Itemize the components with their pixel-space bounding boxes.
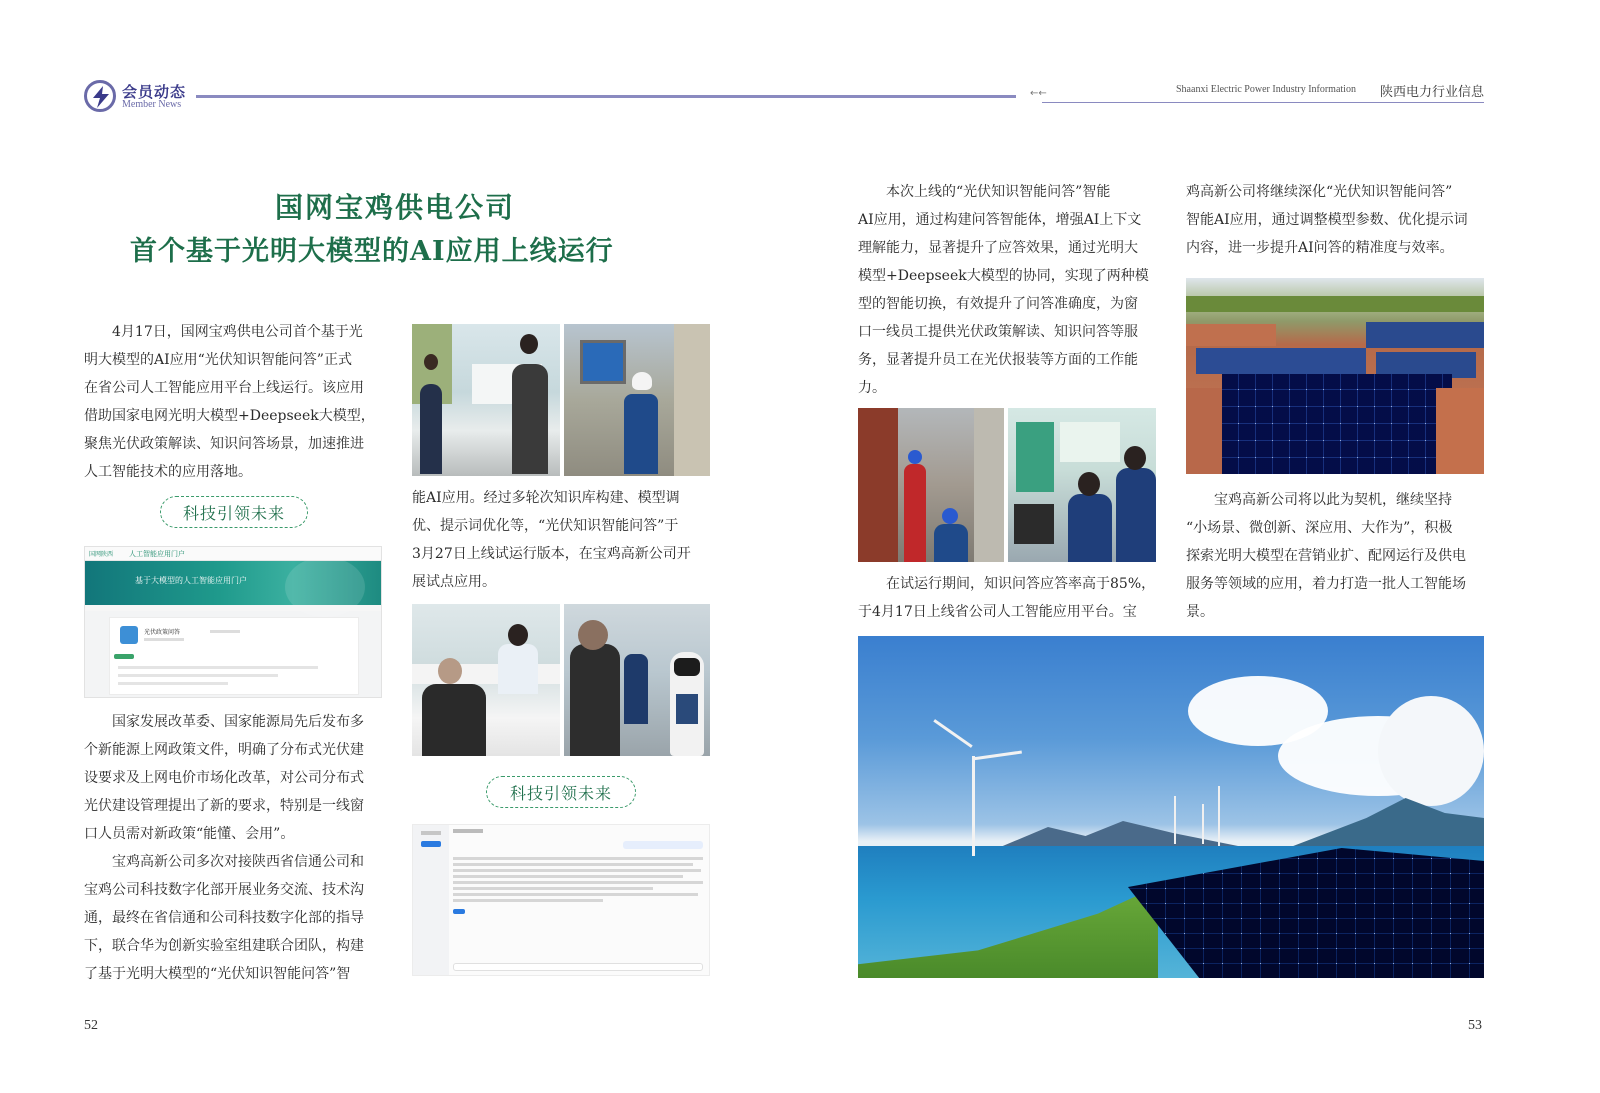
paragraph-features: 本次上线的“光伏知识智能问答”智能 AI应用，通过构建问答智能体，增强AI上下文 理解能力，显著提升了应答效果，通过光明大 模型+Deepseek大模型的协同，实现了两种模 型的智能切换，有效提升了问答准确度，为窗 口一线员工提供光伏政策解读、知识问答等服 务，显著提升员工在光伏报装等方面的工作能 力。 bbox=[858, 184, 1149, 396]
paragraph-next-steps: 鸡高新公司将继续深化“光伏知识智能问答” 智能AI应用，通过调整模型参数、优化提示词 内容，进一步提升AI问答的精准度与效率。 bbox=[1186, 184, 1468, 256]
portal-screenshot bbox=[84, 546, 382, 698]
section-title: 会员动态 bbox=[122, 83, 187, 101]
section-subtitle: Member News bbox=[122, 99, 182, 110]
publication-name-cn: 陕西电力行业信息 bbox=[1380, 85, 1485, 100]
article-title-line1: 国网宝鸡供电公司 bbox=[275, 191, 516, 224]
portal-banner-title: 基于大模型的人工智能应用门户 bbox=[135, 576, 247, 585]
photo-computer-work bbox=[1008, 408, 1156, 562]
photo-service-hall bbox=[412, 324, 560, 476]
header-rule bbox=[196, 95, 1016, 98]
paragraph-outlook: 宝鸡高新公司将以此为契机，继续坚持 “小场景、微创新、深应用、大作为”，积极 探索光明大模型在营销业扩、配网运行及供电 服务等领域的应用，着力打造一批人工智能场 景。 bbox=[1186, 492, 1466, 620]
lightning-icon bbox=[91, 86, 111, 108]
page-number-left: 52 bbox=[84, 1018, 98, 1033]
article-title-line2: 首个基于光明大模型的AI应用上线运行 bbox=[130, 236, 614, 267]
app-name: 光伏政策问答 bbox=[144, 629, 181, 636]
logo bbox=[84, 80, 116, 112]
app-icon bbox=[120, 626, 138, 644]
publication-name-en: Shaanxi Electric Power Industry Information bbox=[1176, 84, 1356, 95]
header-rule-right bbox=[1042, 102, 1484, 103]
photo-meter-box bbox=[564, 324, 710, 476]
wind-turbine-icon bbox=[972, 756, 975, 856]
badge-tech-leads: 科技引领未来 bbox=[160, 496, 308, 528]
portal-brand: 国网陕西 bbox=[89, 551, 114, 558]
paragraph-development: 能AI应用。经过多轮次知识库构建、模型调 优、提示词优化等，“光伏知识智能问答”于 3月27日上线试运行版本，在宝鸡高新公司开 展试点应用。 bbox=[412, 490, 691, 590]
portal-header-label: 人工智能应用门户 bbox=[129, 550, 185, 558]
paragraph-intro: 4月17日，国网宝鸡供电公司首个基于光 明大模型的AI应用“光伏知识智能问答”正式 在省公司人工智能应用平台上线运行。该应用 借助国家电网光明大模型+Deepseek大模型， 聚焦光伏政策解读、知识问答场景，加速推进 人工智能技术的应用落地。 bbox=[84, 324, 375, 480]
chat-screenshot bbox=[412, 824, 710, 976]
photo-rooftop-solar bbox=[1186, 278, 1484, 474]
paragraph-trial: 在试运行期间，知识问答应答率高于85%， 于4月17日上线省公司人工智能应用平台。宝 bbox=[858, 576, 1156, 620]
paragraph-policy: 国家发展改革委、国家能源局先后发布多 个新能源上网政策文件，明确了分布式光伏建 设要求及上网电价市场化改革，对公司分布式 光伏建设管理提出了新的要求，特别是一线窗 口人员需对新政策“能懂、会用”。 宝鸡高新公司多次对接陕西省信通公司和 宝鸡公司科技数字化部开展业务交流、技术沟 通，最终在省信通和公司科技数字化部的指导 下，联合华为创新实验室组建联合团队，构建 了基于光明大模型的“光伏知识智能问答”智 bbox=[84, 714, 364, 982]
portal-banner bbox=[85, 561, 382, 605]
page-number-right: 53 bbox=[1468, 1018, 1482, 1033]
photo-counter-consultation bbox=[412, 604, 560, 756]
photo-robot-hall bbox=[564, 604, 710, 756]
arrows-icon: ←← bbox=[1030, 88, 1047, 99]
photo-wind-solar-landscape bbox=[858, 636, 1484, 978]
photo-inspection bbox=[858, 408, 1004, 562]
badge-tech-leads-2: 科技引领未来 bbox=[486, 776, 636, 808]
